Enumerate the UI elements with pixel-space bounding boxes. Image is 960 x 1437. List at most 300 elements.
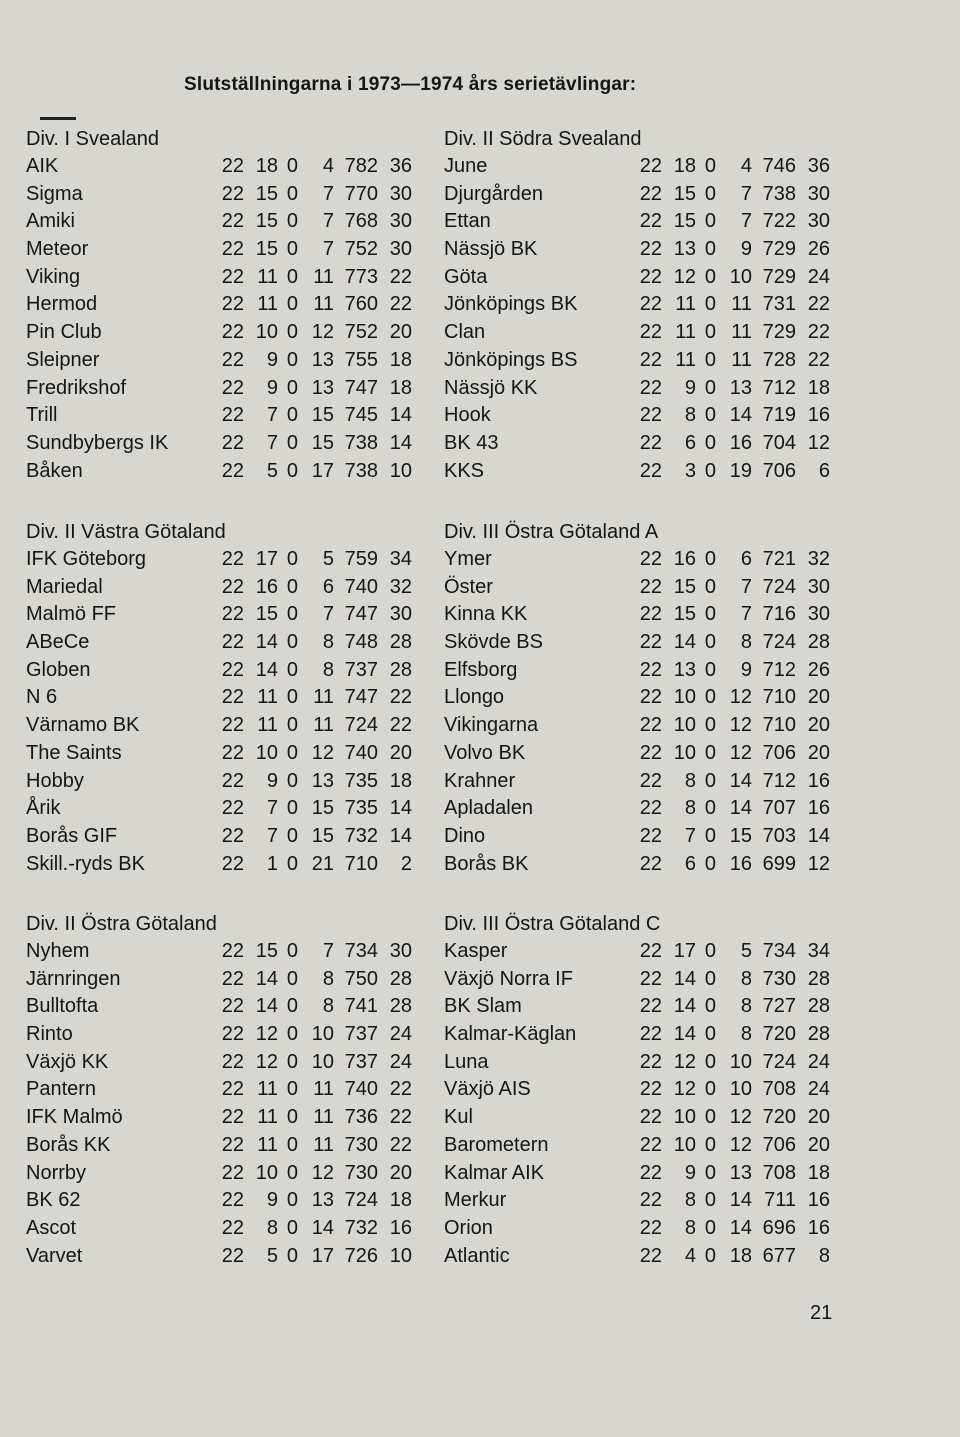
- team-name: Öster: [444, 575, 493, 598]
- series-points: 34: [807, 940, 830, 962]
- draws: 0: [286, 658, 298, 681]
- draws: 0: [704, 376, 716, 399]
- draws: 0: [286, 995, 298, 1018]
- total-points: 706: [762, 1133, 796, 1156]
- losses: 7: [322, 210, 334, 233]
- team-name: Varvet: [26, 1244, 83, 1267]
- total-points: 706: [762, 741, 796, 764]
- total-points: 730: [344, 1161, 378, 1184]
- series-points: 24: [807, 1050, 830, 1073]
- draws: 0: [704, 603, 716, 626]
- losses: 13: [729, 1161, 752, 1184]
- series-points: 18: [807, 1161, 830, 1184]
- total-points: 750: [344, 967, 378, 990]
- draws: 0: [704, 658, 716, 681]
- series-points: 14: [389, 431, 412, 454]
- draws: 0: [286, 238, 298, 261]
- series-points: 22: [807, 348, 830, 371]
- wins: 14: [673, 995, 696, 1018]
- losses: 15: [311, 404, 334, 427]
- table-row: [26, 768, 426, 796]
- games-played: 22: [639, 1161, 662, 1184]
- total-points: 721: [762, 548, 796, 570]
- total-points: 727: [762, 995, 796, 1018]
- team-name: Norrby: [26, 1161, 87, 1184]
- team-name: Elfsborg: [444, 658, 518, 681]
- games-played: 22: [221, 431, 244, 454]
- team-name: Krahner: [444, 769, 516, 792]
- losses: 10: [729, 1050, 752, 1073]
- games-played: 22: [221, 1023, 244, 1046]
- losses: 8: [740, 1023, 752, 1046]
- losses: 18: [729, 1244, 752, 1267]
- series-points: 24: [389, 1050, 412, 1073]
- wins: 14: [673, 967, 696, 990]
- series-points: 30: [807, 603, 830, 626]
- total-points: 716: [762, 603, 796, 626]
- series-points: 28: [389, 631, 412, 654]
- draws: 0: [286, 824, 298, 847]
- draws: 0: [704, 940, 716, 962]
- wins: 11: [675, 321, 696, 344]
- total-points: 699: [762, 852, 796, 875]
- wins: 9: [266, 1189, 278, 1212]
- series-points: 22: [389, 265, 412, 288]
- team-name: Hook: [444, 404, 491, 427]
- losses: 4: [740, 155, 752, 177]
- series-points: 14: [389, 824, 412, 847]
- series-points: 32: [807, 548, 830, 570]
- total-points: 720: [762, 1023, 796, 1046]
- games-played: 22: [221, 714, 244, 737]
- team-name: Borås KK: [26, 1133, 111, 1156]
- total-points: 745: [344, 404, 378, 427]
- table-row: [444, 1160, 844, 1188]
- table-row: [444, 181, 844, 209]
- draws: 0: [704, 1050, 716, 1073]
- team-name: Pin Club: [26, 321, 102, 344]
- total-points: 732: [344, 1216, 378, 1239]
- draws: 0: [704, 265, 716, 288]
- games-played: 22: [221, 155, 244, 177]
- games-played: 22: [221, 575, 244, 598]
- wins: 8: [684, 797, 696, 820]
- division-table: [444, 125, 844, 485]
- losses: 11: [313, 1133, 334, 1156]
- wins: 7: [266, 431, 278, 454]
- wins: 10: [673, 1133, 696, 1156]
- games-played: 22: [221, 686, 244, 709]
- table-row: [26, 1076, 426, 1104]
- team-name: Bulltofta: [26, 995, 99, 1018]
- losses: 11: [731, 321, 752, 344]
- team-name: Borås GIF: [26, 824, 118, 847]
- table-row: [444, 208, 844, 236]
- table-row: [444, 966, 844, 994]
- losses: 8: [322, 967, 334, 990]
- draws: 0: [704, 182, 716, 205]
- table-row: [444, 740, 844, 768]
- wins: 5: [266, 459, 278, 482]
- team-name: Borås BK: [444, 852, 529, 875]
- team-name: IFK Göteborg: [26, 548, 147, 570]
- team-name: Volvo BK: [444, 741, 526, 764]
- table-row: [444, 795, 844, 823]
- division-table: [444, 518, 844, 878]
- draws: 0: [704, 714, 716, 737]
- total-points: 747: [344, 376, 378, 399]
- total-points: 722: [762, 210, 796, 233]
- games-played: 22: [639, 741, 662, 764]
- games-played: 22: [639, 797, 662, 820]
- losses: 7: [740, 603, 752, 626]
- draws: 0: [286, 1023, 298, 1046]
- team-name: Nässjö KK: [444, 376, 538, 399]
- draws: 0: [286, 769, 298, 792]
- draws: 0: [704, 967, 716, 990]
- table-row: [26, 938, 426, 966]
- draws: 0: [704, 769, 716, 792]
- total-points: 782: [344, 155, 378, 177]
- division-table: [26, 518, 426, 878]
- total-points: 740: [344, 741, 378, 764]
- team-name: Växjö KK: [26, 1050, 109, 1073]
- total-points: 724: [344, 714, 378, 737]
- losses: 8: [740, 967, 752, 990]
- games-played: 22: [221, 265, 244, 288]
- series-points: 18: [389, 1189, 412, 1212]
- wins: 8: [684, 1189, 696, 1212]
- table-row: [444, 768, 844, 796]
- losses: 10: [311, 1050, 334, 1073]
- losses: 8: [322, 658, 334, 681]
- page-number: 21: [810, 1302, 833, 1324]
- series-points: 14: [389, 797, 412, 820]
- draws: 0: [286, 548, 298, 570]
- team-name: Clan: [444, 321, 486, 344]
- games-played: 22: [639, 321, 662, 344]
- total-points: 729: [762, 238, 796, 261]
- games-played: 22: [639, 376, 662, 399]
- team-name: KKS: [444, 459, 485, 482]
- wins: 12: [673, 1078, 696, 1101]
- table-row: [444, 236, 844, 264]
- table-row: [444, 1132, 844, 1160]
- series-points: 22: [389, 686, 412, 709]
- losses: 11: [313, 1078, 334, 1101]
- standings-rows: [26, 938, 426, 1270]
- losses: 5: [740, 940, 752, 962]
- losses: 12: [729, 686, 752, 709]
- draws: 0: [286, 686, 298, 709]
- total-points: 726: [344, 1244, 378, 1267]
- wins: 9: [266, 769, 278, 792]
- wins: 10: [673, 714, 696, 737]
- total-points: 703: [762, 824, 796, 847]
- table-row: [26, 795, 426, 823]
- total-points: 711: [764, 1189, 796, 1212]
- team-name: Meteor: [26, 238, 89, 261]
- games-played: 22: [639, 940, 662, 962]
- team-name: Hermod: [26, 293, 98, 316]
- games-played: 22: [221, 182, 244, 205]
- total-points: 737: [344, 658, 378, 681]
- total-points: 736: [344, 1106, 378, 1129]
- team-name: Skill.-ryds BK: [26, 852, 145, 875]
- team-name: Ymer: [444, 548, 492, 570]
- wins: 11: [257, 1078, 278, 1101]
- wins: 16: [673, 548, 696, 570]
- team-name: Amiki: [26, 210, 75, 233]
- losses: 16: [729, 431, 752, 454]
- series-points: 36: [389, 155, 412, 177]
- table-row: [444, 1104, 844, 1132]
- total-points: 746: [762, 155, 796, 177]
- team-name: Kul: [444, 1106, 473, 1129]
- losses: 11: [313, 1106, 334, 1129]
- games-played: 22: [221, 1216, 244, 1239]
- series-points: 16: [389, 1216, 412, 1239]
- draws: 0: [286, 967, 298, 990]
- wins: 3: [684, 459, 696, 482]
- team-name: Vikingarna: [444, 714, 539, 737]
- series-points: 28: [807, 995, 830, 1018]
- table-row: [444, 993, 844, 1021]
- team-name: Göta: [444, 265, 488, 288]
- wins: 9: [684, 376, 696, 399]
- draws: 0: [704, 1216, 716, 1239]
- table-row: [26, 402, 426, 430]
- draws: 0: [286, 741, 298, 764]
- draws: 0: [286, 1050, 298, 1073]
- series-points: 18: [807, 376, 830, 399]
- series-points: 22: [389, 1106, 412, 1129]
- table-row: [26, 1215, 426, 1243]
- table-row: [26, 1049, 426, 1077]
- games-played: 22: [639, 631, 662, 654]
- losses: 15: [311, 431, 334, 454]
- page-heading: Slutställningarna i 1973—1974 års serietävlingar:: [184, 74, 637, 95]
- losses: 7: [740, 210, 752, 233]
- table-row: [444, 938, 844, 966]
- series-points: 18: [389, 769, 412, 792]
- draws: 0: [286, 1244, 298, 1267]
- table-row: [444, 402, 844, 430]
- total-points: 755: [344, 348, 378, 371]
- table-row: [444, 684, 844, 712]
- total-points: 708: [762, 1161, 796, 1184]
- draws: 0: [704, 431, 716, 454]
- table-row: [26, 740, 426, 768]
- draws: 0: [704, 548, 716, 570]
- team-name: Merkur: [444, 1189, 507, 1212]
- wins: 12: [673, 265, 696, 288]
- team-name: Kalmar AIK: [444, 1161, 545, 1184]
- games-played: 22: [639, 824, 662, 847]
- losses: 7: [322, 940, 334, 962]
- series-points: 24: [389, 1023, 412, 1046]
- games-played: 22: [639, 1023, 662, 1046]
- losses: 8: [740, 631, 752, 654]
- table-row: [444, 1076, 844, 1104]
- games-played: 22: [639, 459, 662, 482]
- team-name: Pantern: [26, 1078, 97, 1101]
- standings-rows: [26, 153, 426, 485]
- team-name: Fredrikshof: [26, 376, 127, 399]
- games-played: 22: [221, 824, 244, 847]
- series-points: 30: [807, 182, 830, 205]
- series-points: 24: [807, 1078, 830, 1101]
- losses: 14: [311, 1216, 334, 1239]
- games-played: 22: [221, 238, 244, 261]
- games-played: 22: [639, 1216, 662, 1239]
- draws: 0: [704, 631, 716, 654]
- losses: 10: [729, 1078, 752, 1101]
- wins: 1: [266, 852, 278, 875]
- draws: 0: [704, 238, 716, 261]
- series-points: 34: [389, 548, 412, 570]
- games-played: 22: [221, 940, 244, 962]
- draws: 0: [286, 376, 298, 399]
- losses: 15: [311, 824, 334, 847]
- draws: 0: [704, 404, 716, 427]
- total-points: 730: [762, 967, 796, 990]
- table-row: [444, 1215, 844, 1243]
- total-points: 747: [344, 603, 378, 626]
- total-points: 724: [762, 631, 796, 654]
- games-played: 22: [639, 1050, 662, 1073]
- wins: 14: [255, 967, 278, 990]
- games-played: 22: [639, 852, 662, 875]
- total-points: 712: [762, 769, 796, 792]
- table-row: [26, 291, 426, 319]
- total-points: 738: [762, 182, 796, 205]
- table-row: [444, 601, 844, 629]
- total-points: 677: [762, 1244, 796, 1267]
- draws: 0: [704, 1078, 716, 1101]
- total-points: 735: [344, 769, 378, 792]
- table-row: [26, 823, 426, 851]
- team-name: Globen: [26, 658, 91, 681]
- draws: 0: [286, 182, 298, 205]
- table-row: [26, 458, 426, 486]
- total-points: 738: [344, 459, 378, 482]
- draws: 0: [286, 631, 298, 654]
- games-played: 22: [639, 1244, 662, 1267]
- total-points: 770: [344, 182, 378, 205]
- wins: 17: [673, 940, 696, 962]
- draws: 0: [704, 459, 716, 482]
- losses: 14: [729, 1189, 752, 1212]
- losses: 17: [311, 459, 334, 482]
- team-name: Apladalen: [444, 797, 533, 820]
- losses: 8: [740, 995, 752, 1018]
- wins: 11: [257, 686, 278, 709]
- draws: 0: [286, 714, 298, 737]
- wins: 11: [257, 1133, 278, 1156]
- table-row: [26, 1160, 426, 1188]
- draws: 0: [286, 575, 298, 598]
- losses: 7: [322, 182, 334, 205]
- total-points: 720: [762, 1106, 796, 1129]
- series-points: 36: [807, 155, 830, 177]
- series-points: 8: [818, 1244, 830, 1267]
- series-points: 22: [389, 714, 412, 737]
- wins: 10: [673, 686, 696, 709]
- draws: 0: [286, 348, 298, 371]
- draws: 0: [704, 852, 716, 875]
- games-played: 22: [221, 603, 244, 626]
- total-points: 707: [762, 797, 796, 820]
- draws: 0: [704, 321, 716, 344]
- team-name: Ascot: [26, 1216, 77, 1239]
- series-points: 28: [807, 631, 830, 654]
- wins: 15: [255, 603, 278, 626]
- games-played: 22: [221, 1189, 244, 1212]
- division-title: Div. II Västra Götaland: [26, 521, 226, 543]
- team-name: Mariedal: [26, 575, 103, 598]
- wins: 15: [255, 238, 278, 261]
- total-points: 734: [762, 940, 796, 962]
- total-points: 738: [344, 431, 378, 454]
- losses: 8: [322, 995, 334, 1018]
- total-points: 712: [762, 376, 796, 399]
- table-row: [444, 712, 844, 740]
- wins: 7: [266, 824, 278, 847]
- wins: 15: [673, 182, 696, 205]
- games-played: 22: [639, 995, 662, 1018]
- division-table: [26, 125, 426, 485]
- series-points: 22: [807, 321, 830, 344]
- series-points: 28: [807, 1023, 830, 1046]
- total-points: 773: [344, 265, 378, 288]
- wins: 18: [673, 155, 696, 177]
- wins: 14: [255, 995, 278, 1018]
- table-row: [26, 1104, 426, 1132]
- total-points: 730: [344, 1133, 378, 1156]
- wins: 8: [684, 1216, 696, 1239]
- wins: 8: [266, 1216, 278, 1239]
- total-points: 704: [762, 431, 796, 454]
- wins: 15: [255, 940, 278, 962]
- table-row: [26, 993, 426, 1021]
- losses: 13: [729, 376, 752, 399]
- losses: 15: [729, 824, 752, 847]
- total-points: 731: [762, 293, 796, 316]
- draws: 0: [704, 210, 716, 233]
- draws: 0: [704, 686, 716, 709]
- team-name: The Saints: [26, 741, 122, 764]
- division-title: Div. I Svealand: [26, 128, 160, 150]
- wins: 14: [255, 631, 278, 654]
- table-row: [444, 347, 844, 375]
- series-points: 32: [389, 575, 412, 598]
- series-points: 22: [389, 293, 412, 316]
- team-name: BK Slam: [444, 995, 522, 1018]
- table-row: [444, 1187, 844, 1215]
- draws: 0: [704, 797, 716, 820]
- wins: 15: [673, 575, 696, 598]
- series-points: 14: [807, 824, 830, 847]
- wins: 15: [255, 182, 278, 205]
- table-row: [26, 1021, 426, 1049]
- draws: 0: [286, 265, 298, 288]
- table-row: [26, 712, 426, 740]
- draws: 0: [286, 1161, 298, 1184]
- losses: 14: [729, 1216, 752, 1239]
- team-name: BK 62: [26, 1189, 81, 1212]
- draws: 0: [286, 155, 298, 177]
